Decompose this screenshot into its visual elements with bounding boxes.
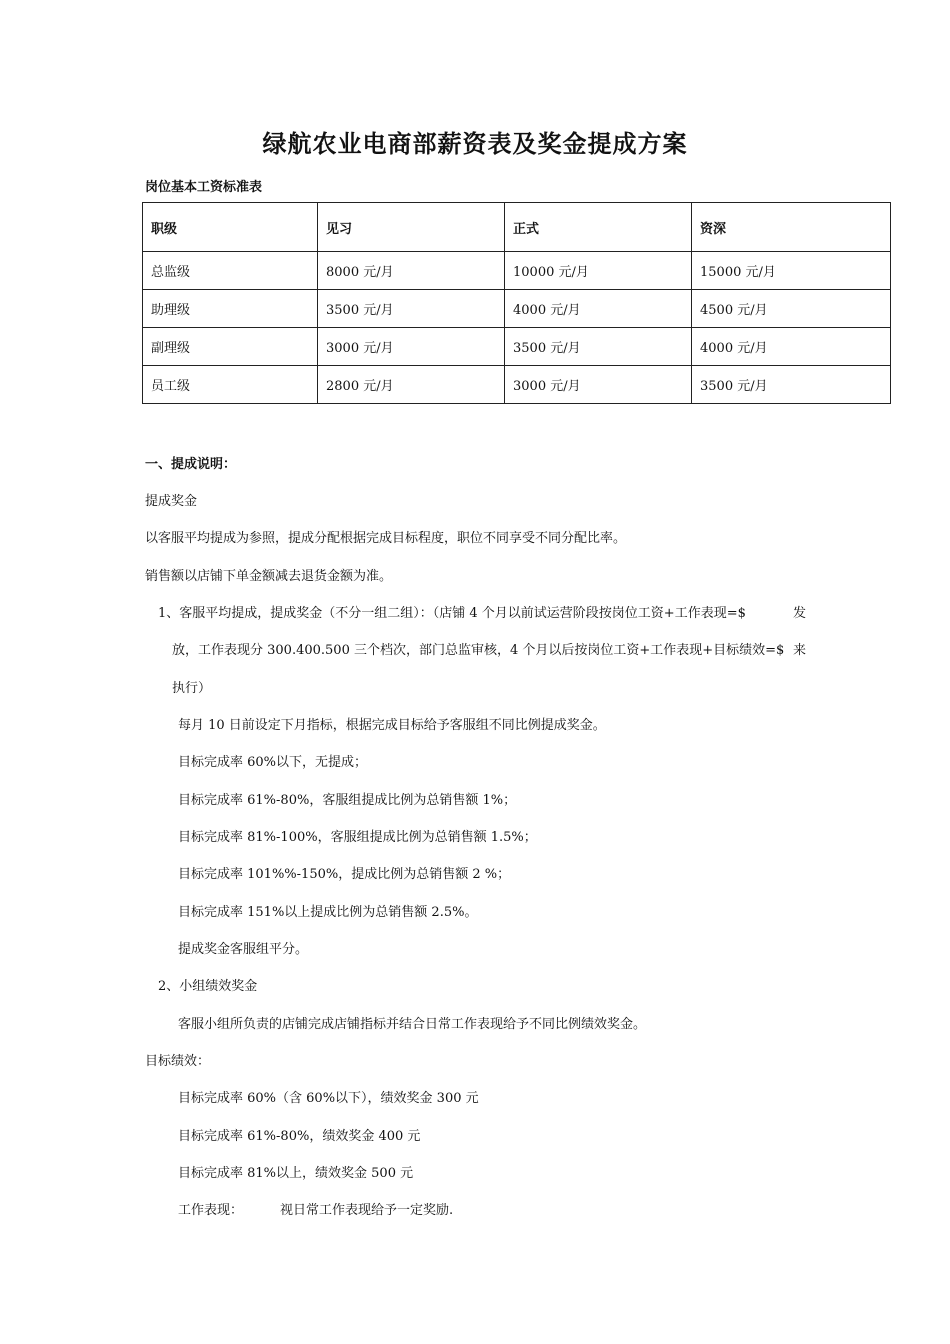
table-cell: 15000 元/月 <box>692 252 891 290</box>
table-row <box>143 290 891 328</box>
table-cell: 3000 元/月 <box>318 328 505 366</box>
table-cell: 4000 元/月 <box>505 290 692 328</box>
paragraph: 提成奖金客服组平分。 <box>178 942 309 957</box>
table-row <box>143 328 891 366</box>
table-cell: 3500 元/月 <box>692 366 891 404</box>
header-cell: 见习 <box>318 203 505 252</box>
salary-table <box>142 202 891 404</box>
table-cell: 4500 元/月 <box>692 290 891 328</box>
list-item-2: 2、小组绩效奖金 <box>158 979 258 994</box>
work-text: 视日常工作表现给予一定奖励. <box>280 1203 454 1218</box>
table-cell: 3500 元/月 <box>505 328 692 366</box>
table-cell: 3500 元/月 <box>318 290 505 328</box>
rate-line: 目标完成率 81%-100%，客服组提成比例为总销售额 1.5%； <box>178 830 537 845</box>
rate-line: 目标完成率 61%-80%，客服组提成比例为总销售额 1%； <box>178 793 517 808</box>
rate-line: 目标完成率 151%以上提成比例为总销售额 2.5%。 <box>178 905 478 920</box>
table-cell: 10000 元/月 <box>505 252 692 290</box>
target-line: 目标完成率 81%以上，绩效奖金 500 元 <box>178 1166 414 1181</box>
table-cell: 2800 元/月 <box>318 366 505 404</box>
work-label: 工作表现： <box>178 1203 244 1218</box>
table-cell: 3000 元/月 <box>505 366 692 404</box>
section-heading: 一、提成说明： <box>145 457 237 472</box>
target-line: 目标完成率 61%-80%，绩效奖金 400 元 <box>178 1129 421 1144</box>
list-item-1-cont: 放，工作表现分 300.400.500 三个档次，部门总监审核，4 个月以后按岗位工资+工作表现+目标绩效=$ <box>172 643 785 658</box>
header-cell: 资深 <box>692 203 891 252</box>
paragraph: 以客服平均提成为参照，提成分配根据完成目标程度，职位不同享受不同分配比率。 <box>145 531 627 546</box>
list-item-1-cont-end: 来 <box>793 643 807 658</box>
paragraph: 销售额以店铺下单金额减去退货金额为准。 <box>145 569 393 584</box>
table-cell: 总监级 <box>143 252 318 290</box>
table-cell: 员工级 <box>143 366 318 404</box>
table-row <box>143 252 891 290</box>
table-cell: 助理级 <box>143 290 318 328</box>
list-item-1-cont: 执行） <box>172 681 212 696</box>
target-line: 目标完成率 60%（含 60%以下），绩效奖金 300 元 <box>178 1091 479 1106</box>
table-cell: 4000 元/月 <box>692 328 891 366</box>
paragraph: 目标绩效： <box>145 1054 211 1069</box>
list-item-1-end: 发 <box>793 606 807 621</box>
rate-line: 目标完成率 101%%-150%，提成比例为总销售额 2 %； <box>178 867 511 882</box>
header-cell: 正式 <box>505 203 692 252</box>
paragraph: 提成奖金 <box>145 494 198 509</box>
table-caption: 岗位基本工资标准表 <box>145 180 263 195</box>
page-title: 绿航农业电商部薪资表及奖金提成方案 <box>262 129 688 158</box>
table-cell: 8000 元/月 <box>318 252 505 290</box>
header-cell: 职级 <box>143 203 318 252</box>
rate-line: 目标完成率 60%以下，无提成； <box>178 755 368 770</box>
paragraph: 客服小组所负责的店铺完成店铺指标并结合日常工作表现给予不同比例绩效奖金。 <box>178 1017 647 1032</box>
table-header-row <box>143 203 891 252</box>
paragraph: 每月 10 日前设定下月指标，根据完成目标给予客服组不同比例提成奖金。 <box>178 718 606 733</box>
list-item-1: 1、客服平均提成，提成奖金（不分一组二组）：（店铺 4 个月以前试运营阶段按岗位工资+工作表现=$ <box>158 606 746 621</box>
table-cell: 副理级 <box>143 328 318 366</box>
table-row <box>143 366 891 404</box>
